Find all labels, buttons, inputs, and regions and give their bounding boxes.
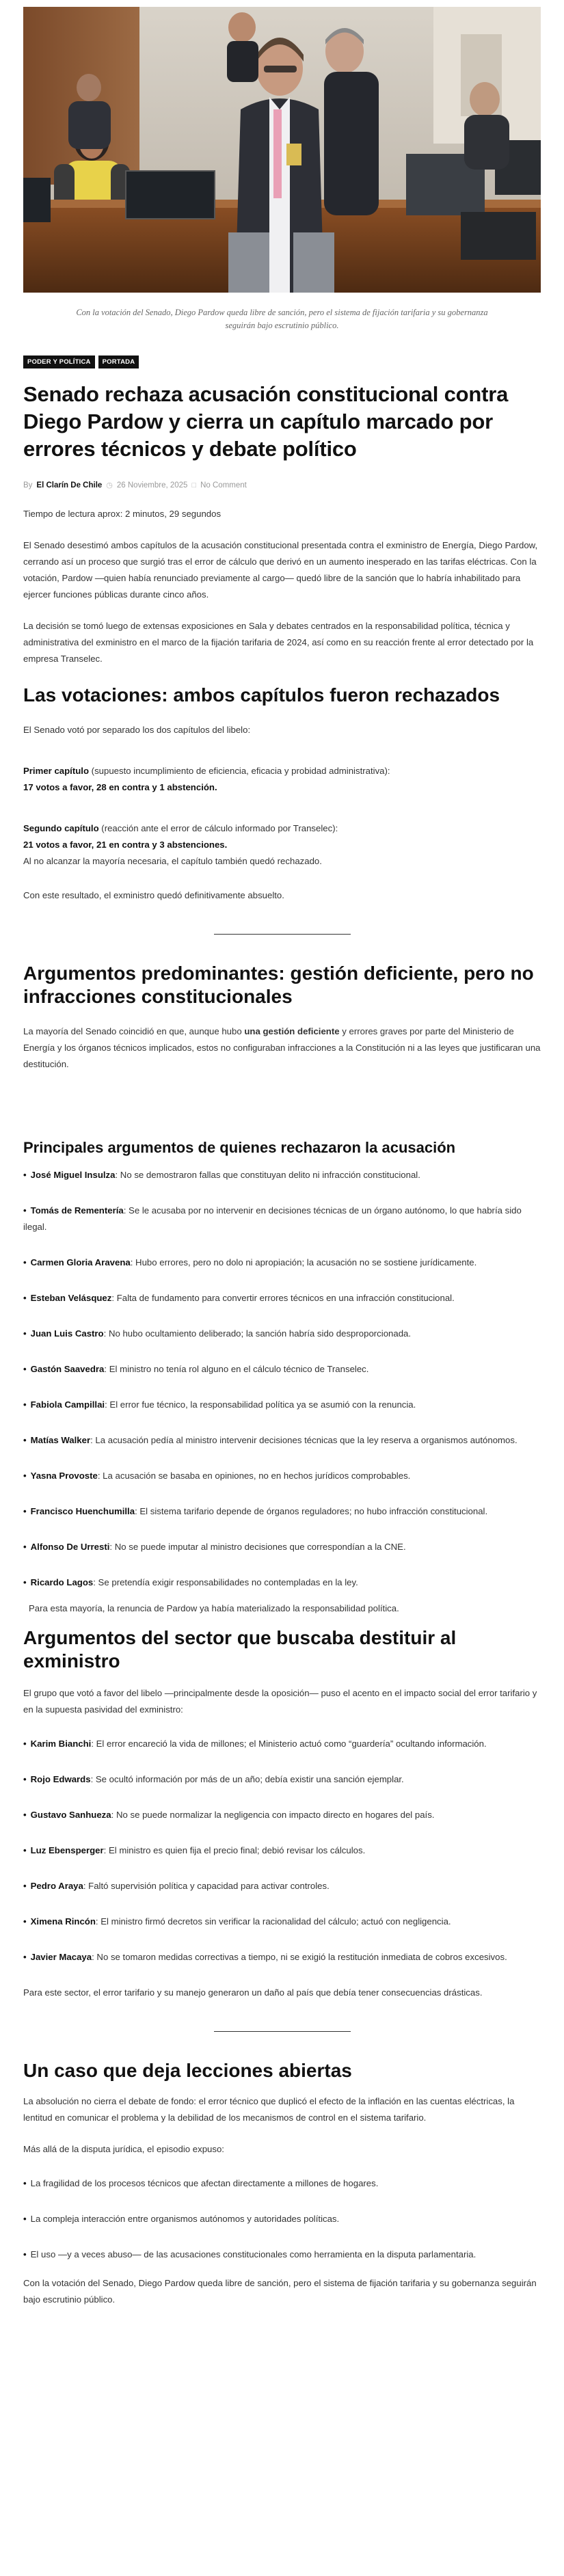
argument-text: : La acusación se basaba en opiniones, no en hechos jurídicos comprobables. [97, 1471, 411, 1481]
bullet-icon: • [23, 1399, 27, 1410]
tag-portada[interactable]: PORTADA [98, 355, 139, 368]
senate-chamber-photo [23, 7, 541, 293]
image-caption: Con la votación del Senado, Diego Pardow queda libre de sanción, pero el sistema de fijación tarifaria y su gobernanza seguirán bajo escrutinio público. [76, 308, 488, 330]
chapter-2-result: 21 votos a favor, 21 en contra y 3 abstenciones. [23, 840, 228, 850]
argument-text: : La acusación pedía al ministro intervenir decisiones técnicas que la ley reserva a organismos autónomos. [90, 1435, 518, 1445]
list-item [23, 1503, 541, 1520]
bullet-icon: • [23, 1952, 27, 1962]
section-divider [214, 934, 351, 935]
lesson-text: El uso —y a veces abuso— de las acusaciones constitucionales como herramienta en la disputa parlamentaria. [30, 2249, 476, 2259]
senator-name: Luz Ebensperger [30, 1845, 104, 1855]
senator-name: Pedro Araya [30, 1881, 83, 1891]
vote-chapter-2-line [23, 820, 541, 837]
senator-name: Fabiola Campillai [30, 1399, 105, 1410]
category-tags [23, 355, 541, 368]
publish-date: 26 Noviembre, 2025 [116, 481, 188, 489]
article-body [23, 506, 541, 2308]
section-heading-rejecters: Principales argumentos de quienes rechazaron la acusación [23, 1139, 456, 1156]
list-item [23, 1167, 541, 1183]
argument-text: : El ministro es quien fija el precio final; debió revisar los cálculos. [103, 1845, 366, 1855]
bullet-icon: • [23, 1435, 27, 1445]
section-heading-votes: Las votaciones: ambos capítulos fueron rechazados [23, 684, 500, 706]
senator-name: Juan Luis Castro [30, 1328, 104, 1339]
list-item [23, 1432, 541, 1449]
lessons-paragraph: La absolución no cierra el debate de fondo: el error técnico que duplicó el efecto de la inflación en las cuentas eléctricas, la lentitud en comunicar el problema y la debilidad de los mecanismos de control en el sistema tarifario. [23, 2096, 515, 2123]
by-label: By [23, 481, 33, 489]
bullet-icon: • [23, 1257, 27, 1267]
predominant-paragraph [23, 1023, 541, 1073]
argument-text: : No hubo ocultamiento deliberado; la sanción habría sido desproporcionada. [103, 1328, 412, 1339]
senator-name: José Miguel Insulza [30, 1170, 116, 1180]
bullet-icon: • [23, 1739, 27, 1749]
senator-name: Ricardo Lagos [30, 1577, 94, 1587]
intro-paragraph: La decisión se tomó luego de extensas exposiciones en Sala y debates centrados en la responsabilidad política, técnica y administrativa del exministro en el marco de la fijación tarifaria de 2024, así como en su reacción frente al error detectado por la empresa Transelec. [23, 621, 534, 664]
senator-name: Rojo Edwards [30, 1774, 91, 1784]
list-item [23, 1203, 541, 1235]
chapter-1-desc: (supuesto incumplimiento de eficiencia, eficacia y probidad administrativa): [89, 766, 390, 776]
argument-text: : Se pretendía exigir responsabilidades no contempladas en la ley. [93, 1577, 358, 1587]
bullet-icon: • [23, 1881, 27, 1891]
comment-icon: □ [191, 481, 197, 489]
senator-name: Tomás de Rementería [30, 1205, 124, 1216]
list-item [23, 1539, 541, 1555]
lesson-text: La compleja interacción entre organismos autónomos y autoridades políticas. [30, 2214, 340, 2224]
senator-name: Javier Macaya [30, 1952, 92, 1962]
lessons-list [23, 2175, 541, 2263]
argument-text: : Hubo errores, pero no dolo ni apropiación; la acusación no se sostiene jurídicamente. [130, 1257, 477, 1267]
lessons-lead: Más allá de la disputa jurídica, el episodio expuso: [23, 2144, 224, 2154]
bullet-icon: • [23, 2214, 27, 2224]
argument-text: : El sistema tarifario depende de órganos reguladores; no hubo infracción constitucional. [135, 1506, 488, 1516]
senator-name: Carmen Gloria Aravena [30, 1257, 131, 1267]
argument-text: : No se puede normalizar la negligencia con impacto directo en hogares del país. [111, 1810, 435, 1820]
list-item [23, 2211, 541, 2227]
rejecters-closing: Para esta mayoría, la renuncia de Pardow ya había materializado la responsabilidad política. [29, 1603, 399, 1613]
supporters-closing: Para este sector, el error tarifario y su manejo generaron un daño al país que debía tener consecuencias drásticas. [23, 1987, 483, 1998]
rejecters-list [23, 1167, 541, 1591]
list-item [23, 1807, 541, 1823]
list-item [23, 1771, 541, 1788]
bullet-icon: • [23, 1542, 27, 1552]
chapter-2-label: Segundo capítulo [23, 823, 99, 833]
clock-icon: ◷ [106, 481, 113, 489]
list-item [23, 2246, 541, 2263]
list-item [23, 1326, 541, 1342]
list-item [23, 1255, 541, 1271]
bullet-icon: • [23, 1471, 27, 1481]
bullet-icon: • [23, 1293, 27, 1303]
list-item [23, 1949, 541, 1965]
chapter-1-result: 17 votos a favor, 28 en contra y 1 abstención. [23, 782, 217, 792]
predominant-text-bold: una gestión deficiente [244, 1026, 340, 1036]
argument-text: : Se le acusaba por no intervenir en decisiones técnicas de un órgano autónomo, lo que habría sido ilegal. [23, 1205, 522, 1232]
supporters-list [23, 1736, 541, 1965]
chapter-2-note: Al no alcanzar la mayoría necesaria, el capítulo también quedó rechazado. [23, 856, 322, 866]
argument-text: : Faltó supervisión política y capacidad para activar controles. [83, 1881, 330, 1891]
bullet-icon: • [23, 1506, 27, 1516]
chapter-2-desc: (reacción ante el error de cálculo informado por Transelec): [98, 823, 338, 833]
argument-text: : El ministro firmó decretos sin verificar la racionalidad del cálculo; actuó con negligencia. [95, 1916, 451, 1927]
intro-paragraph: El Senado desestimó ambos capítulos de la acusación constitucional presentada contra el exministro de Energía, Diego Pardow, cerrando así un proceso que surgió tras el error de cálculo que derivó en un aumento inesperado en las tarifas eléctricas. Con la votación, Pardow —quien había renunciado previamente al cargo— quedó libre de la sanción que lo habría inhabilitado para ejercer funciones públicas durante cinco años. [23, 540, 538, 600]
list-item [23, 1842, 541, 1859]
section-heading-supporters: Argumentos del sector que buscaba destituir al exministro [23, 1627, 457, 1672]
chapter-1-label: Primer capítulo [23, 766, 90, 776]
argument-text: : Falta de fundamento para convertir errores técnicos en una infracción constitucional. [111, 1293, 455, 1303]
vote-chapter-1 [23, 763, 541, 796]
supporters-lead: El grupo que votó a favor del libelo —principalmente desde la oposición— puso el acento en el impacto social del error tarifario y en la supuesta pasividad del exministro: [23, 1688, 537, 1715]
bullet-icon: • [23, 1845, 27, 1855]
argument-text: : No se puede imputar al ministro decisiones que correspondían a la CNE. [109, 1542, 406, 1552]
vote-chapter-2 [23, 820, 541, 870]
list-item [23, 1361, 541, 1378]
predominant-text-b: y errores graves por parte del Ministerio de Energía y los órganos técnicos implicados, estos no configuraban infracciones a la Constitución ni a las leyes que justificaran una destitución. [23, 1026, 541, 1069]
author-link[interactable]: El Clarín De Chile [36, 481, 103, 489]
list-item [23, 1736, 541, 1752]
senator-name: Ximena Rincón [30, 1916, 96, 1927]
predominant-text-a: La mayoría del Senado coincidió en que, aunque hubo [23, 1026, 245, 1036]
votes-lead: El Senado votó por separado los dos capítulos del libelo: [23, 725, 251, 735]
list-item [23, 1397, 541, 1413]
lessons-closing: Con la votación del Senado, Diego Pardow queda libre de sanción, pero el sistema de fijación tarifaria y su gobernanza seguirán bajo escrutinio público. [23, 2278, 537, 2305]
bullet-icon: • [23, 1364, 27, 1374]
senator-name: Esteban Velásquez [30, 1293, 112, 1303]
article-meta [23, 481, 541, 489]
argument-text: : El error fue técnico, la responsabilidad política ya se asumió con la renuncia. [105, 1399, 416, 1410]
argument-text: : El error encareció la vida de millones; el Ministerio actuó como “guardería” ocultando información. [91, 1739, 487, 1749]
argument-text: : Se ocultó información por más de un año; debía existir una sanción ejemplar. [90, 1774, 404, 1784]
senator-name: Matías Walker [30, 1435, 91, 1445]
bullet-icon: • [23, 1205, 27, 1216]
section-heading-predominant: Argumentos predominantes: gestión deficiente, pero no infracciones constitucionales [23, 963, 534, 1007]
list-item [23, 2175, 541, 2192]
bullet-icon: • [23, 1774, 27, 1784]
hero-image [23, 7, 541, 293]
section-heading-lessons: Un caso que deja lecciones abiertas [23, 2060, 352, 2081]
article-title: Senado rechaza acusación constitucional contra Diego Pardow y cierra un capítulo marcado por errores técnicos y debate político [23, 382, 509, 461]
bullet-icon: • [23, 2249, 27, 2259]
list-item [23, 1574, 541, 1591]
list-item [23, 1914, 541, 1930]
senator-name: Gastón Saavedra [30, 1364, 105, 1374]
bullet-icon: • [23, 1328, 27, 1339]
lesson-text: La fragilidad de los procesos técnicos que afectan directamente a millones de hogares. [30, 2178, 379, 2188]
vote-chapter-1-line [23, 763, 541, 779]
senator-name: Yasna Provoste [30, 1471, 98, 1481]
senator-name: Alfonso De Urresti [30, 1542, 110, 1552]
senator-name: Francisco Huenchumilla [30, 1506, 135, 1516]
bullet-icon: • [23, 1170, 27, 1180]
bullet-icon: • [23, 2178, 27, 2188]
argument-text: : El ministro no tenía rol alguno en el cálculo técnico de Transelec. [104, 1364, 369, 1374]
section-divider [214, 2031, 351, 2032]
votes-closing: Con este resultado, el exministro quedó definitivamente absuelto. [23, 890, 284, 900]
argument-text: : No se tomaron medidas correctivas a tiempo, ni se exigió la restitución inmediata de cobros excesivos. [92, 1952, 507, 1962]
list-item [23, 1468, 541, 1484]
tag-poder-y-politica[interactable]: PODER Y POLÍTICA [23, 355, 95, 368]
reading-time: Tiempo de lectura aprox: 2 minutos, 29 segundos [23, 509, 221, 519]
list-item [23, 1878, 541, 1894]
bullet-icon: • [23, 1916, 27, 1927]
list-item [23, 1290, 541, 1306]
comment-count-link[interactable]: No Comment [200, 481, 247, 489]
bullet-icon: • [23, 1810, 27, 1820]
bullet-icon: • [23, 1577, 27, 1587]
senator-name: Karim Bianchi [30, 1739, 92, 1749]
argument-text: : No se demostraron fallas que constituyan delito ni infracción constitucional. [115, 1170, 420, 1180]
senator-name: Gustavo Sanhueza [30, 1810, 111, 1820]
